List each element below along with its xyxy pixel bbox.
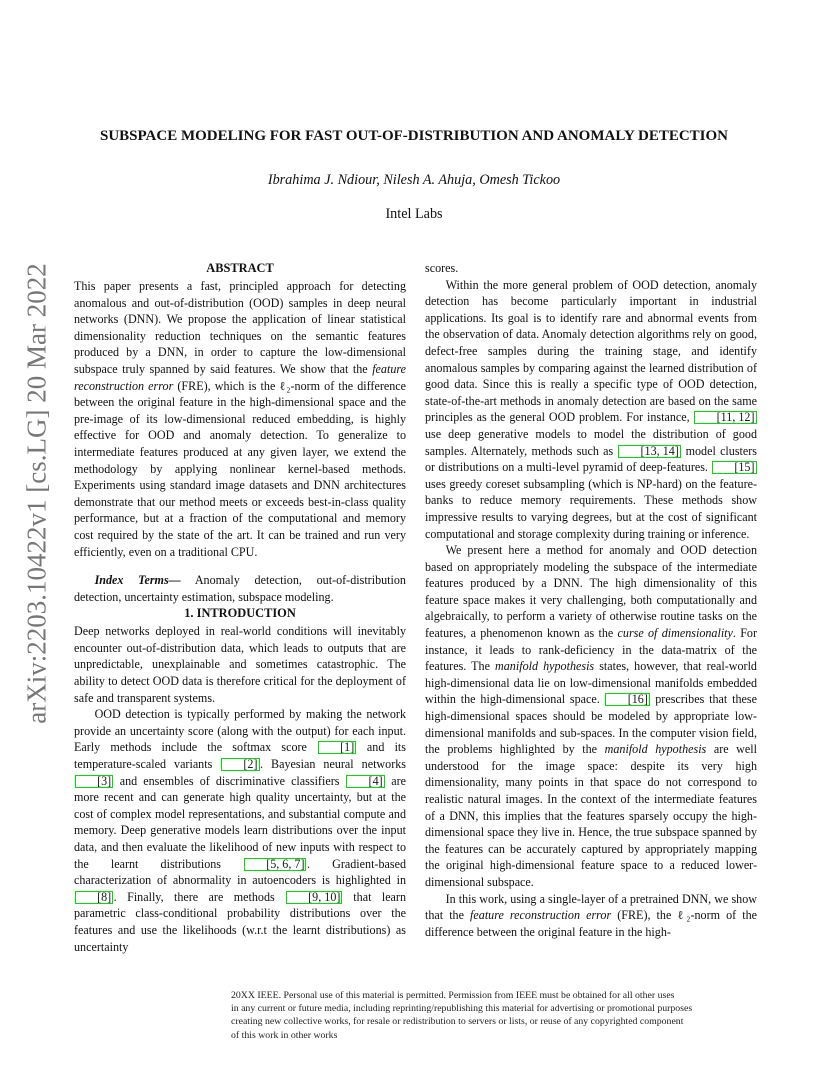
index-terms-text: Anomaly detection, out-of-distribution detection, uncertainty estimation, subspace modeling. — [74, 573, 406, 604]
italic-term: manifold hypothesis — [604, 742, 707, 757]
body-text: In this work, using a single-layer of a pretrained DNN, we show that the — [425, 891, 757, 923]
citation-link[interactable]: [16] — [605, 693, 650, 706]
body-text: We present here a method for anomaly and OOD detection based on appropriately modeling the subspace of the intermediate features produced by a DNN. The high dimensionality of this feature space makes it very challenging, both computationally and algebraically, to perform a variety of otherwise routine tasks on the features, a phenomenon known as the — [425, 543, 757, 641]
citation-link[interactable]: [4] — [346, 775, 385, 788]
intro-paragraph-1: Deep networks deployed in real-world conditions will inevitably encounter out-of-distribution data, which leads to outputs that are unpredictable, unexplainable and sometimes catastrophic. The ability to detect OOD data is therefore critical for the deployment of safe and transparent systems. — [74, 624, 406, 705]
citation-link[interactable]: [9, 10] — [286, 891, 343, 904]
contribution-paragraph — [425, 891, 757, 941]
intro-text: . Finally, there are methods — [113, 889, 286, 904]
introduction-heading: 1. INTRODUCTION — [184, 606, 296, 621]
citation-link[interactable]: [2] — [221, 758, 260, 771]
arxiv-id-text: arXiv:2203.10422v1 [cs.LG] 20 Mar 2022 — [21, 262, 52, 724]
paper-affiliation: Intel Labs — [385, 206, 443, 222]
copyright-footnote — [231, 989, 771, 1042]
footnote-line: creating new collective works, for resale or redistribution to servers or lists, or reuse of any copyrighted component — [231, 1016, 684, 1028]
continued-text: scores. — [425, 261, 459, 275]
intro-text: OOD detection is typically performed by making the network provide an uncertainty score (along with the output) for each input. Early methods include the softmax score — [74, 707, 406, 755]
index-terms — [74, 572, 406, 605]
paper-title: SUBSPACE MODELING FOR FAST OUT-OF-DISTRIBUTION AND ANOMALY DETECTION — [99, 128, 729, 144]
italic-term: manifold hypothesis — [495, 659, 595, 674]
anomaly-paragraph — [425, 277, 757, 543]
left-column — [74, 260, 406, 955]
abstract-text: This paper presents a fast, principled approach for detecting anomalous and out-of-distribution (OOD) samples in deep neural networks (DNN). We propose the application of linear statistical dimensionality reduction techniques on the semantic features produced by a DNN, in order to capture the low-dimensional subspace truly spanned by said features. We show that the — [74, 279, 406, 376]
footnote-line: 20XX IEEE. Personal use of this material is permitted. Permission from IEEE must be obtained for all other uses — [231, 990, 675, 1001]
body-text: model clusters or distributions on a multi-level pyramid of deep-features. — [425, 443, 758, 475]
abstract-paragraph — [74, 278, 406, 560]
citation-link[interactable]: [1] — [318, 741, 357, 754]
citation-link[interactable]: [5, 6, 7] — [244, 858, 307, 871]
body-text: states, however, that real-world high-dimensional data lie on low-dimensional manifolds embedded within the high-dimensional space. — [425, 659, 757, 707]
citation-link[interactable]: [13, 14] — [618, 445, 681, 458]
italic-term: feature reconstruction error — [470, 908, 612, 923]
body-text: use deep generative models to model the distribution of good samples. Alternately, methods such as — [425, 426, 757, 458]
intro-text: that learn parametric class-conditional probability distributions over the features and use the likelihoods (w.r.t the learnt distributions) as uncertainty — [74, 889, 406, 954]
arxiv-side-identifier — [20, 262, 54, 724]
abstract-text-cont: (FRE), which is the ℓ₂-norm of the difference between the original feature in the high-dimensional space and the pre-image of its low-dimensional reduced embedding, is highly effective for OOD and anomaly detection. To generalize to intermediate features produced at any given layer, we extend the methodology by applying nonlinear kernel-based methods. Experiments using standard image datasets and DNN architectures demonstrate that our method meets or exceeds best-in-class quality performance, but at a fraction of the computational and memory cost required by the state of the art. It can be trained and run very efficiently, even on a traditional CPU. — [74, 378, 406, 559]
body-text: . For instance, it leads to rank-deficiency in the data-matrix of the features. The — [425, 626, 758, 674]
citation-link[interactable]: [15] — [712, 461, 757, 474]
citation-link[interactable]: [8] — [75, 891, 114, 904]
abstract-italic-term: feature reconstruction error — [74, 361, 406, 393]
body-text: are well understood for the image space: despite its very high dimensionality, many points in that space do not correspond to realistic natural images. In the context of the intermediate features of a DNN, this implies that the features sparsely occupy the high-dimensional space they live in. Hence, the true subspace spanned by the features can be accurately captured by appropriately mapping the original high-dimensional feature space to a reduced lower-dimensional subspace. — [425, 742, 757, 889]
intro-text: are more recent and can generate high quality uncertainty, but at the cost of complex model representations, and substantial compute and memory. Deep generative models learn distributions over the input data, and then evaluate the likelihood of new inputs with respect to the learnt distributions — [74, 773, 406, 871]
footnote-line: in any current or future media, including reprinting/republishing this material for advertising or promotional purposes — [231, 1003, 693, 1015]
body-text: (FRE), the ℓ₂-norm of the difference between the original feature in the high- — [425, 908, 757, 939]
paper-authors: Ibrahima J. Ndiour, Nilesh A. Ahuja, Omesh Tickoo — [267, 172, 561, 188]
intro-text: . Gradient-based characterization of abnormality in autoencoders is highlighted in — [74, 856, 406, 888]
body-text: Within the more general problem of OOD detection, anomaly detection has become particularly important in industrial applications. Its goal is to identify rare and abnormal events from the observation of data. Anomaly detection algorithms rely on good, defect-free samples during the training stage, and identify anomalous samples by comparing against the learned distribution of good data. Since this is really a specific type of OOD detection, state-of-the-art methods in anomaly detection are based on the same principles as the general OOD problem. For instance, — [425, 277, 757, 425]
intro-text: . Bayesian neural networks — [260, 757, 406, 772]
body-text: prescribes that these high-dimensional spaces should be modeled by appropriate low-dimensional manifolds and sub-spaces. In the computer vision field, the problems highlighted by the — [425, 692, 757, 757]
intro-text: and ensembles of discriminative classifiers — [113, 773, 346, 788]
body-text: uses greedy coreset subsampling (which is NP-hard) on the feature-banks to reduce memory requirements. These methods show impressive results to varying degrees, but at the cost of significant computational and storage complexity during training or inference. — [425, 476, 757, 541]
intro-text: and its temperature-scaled variants — [74, 740, 406, 772]
abstract-heading: ABSTRACT — [206, 261, 274, 275]
intro-paragraph-2 — [74, 706, 406, 955]
citation-link[interactable]: [11, 12] — [694, 411, 756, 424]
right-column — [425, 260, 757, 940]
index-terms-label: Index Terms— — [94, 573, 181, 588]
footnote-line: of this work in other works — [231, 1029, 338, 1041]
citation-link[interactable]: [3] — [75, 775, 114, 788]
italic-term: curse of dimensionality — [617, 626, 733, 641]
method-paragraph — [425, 542, 757, 890]
